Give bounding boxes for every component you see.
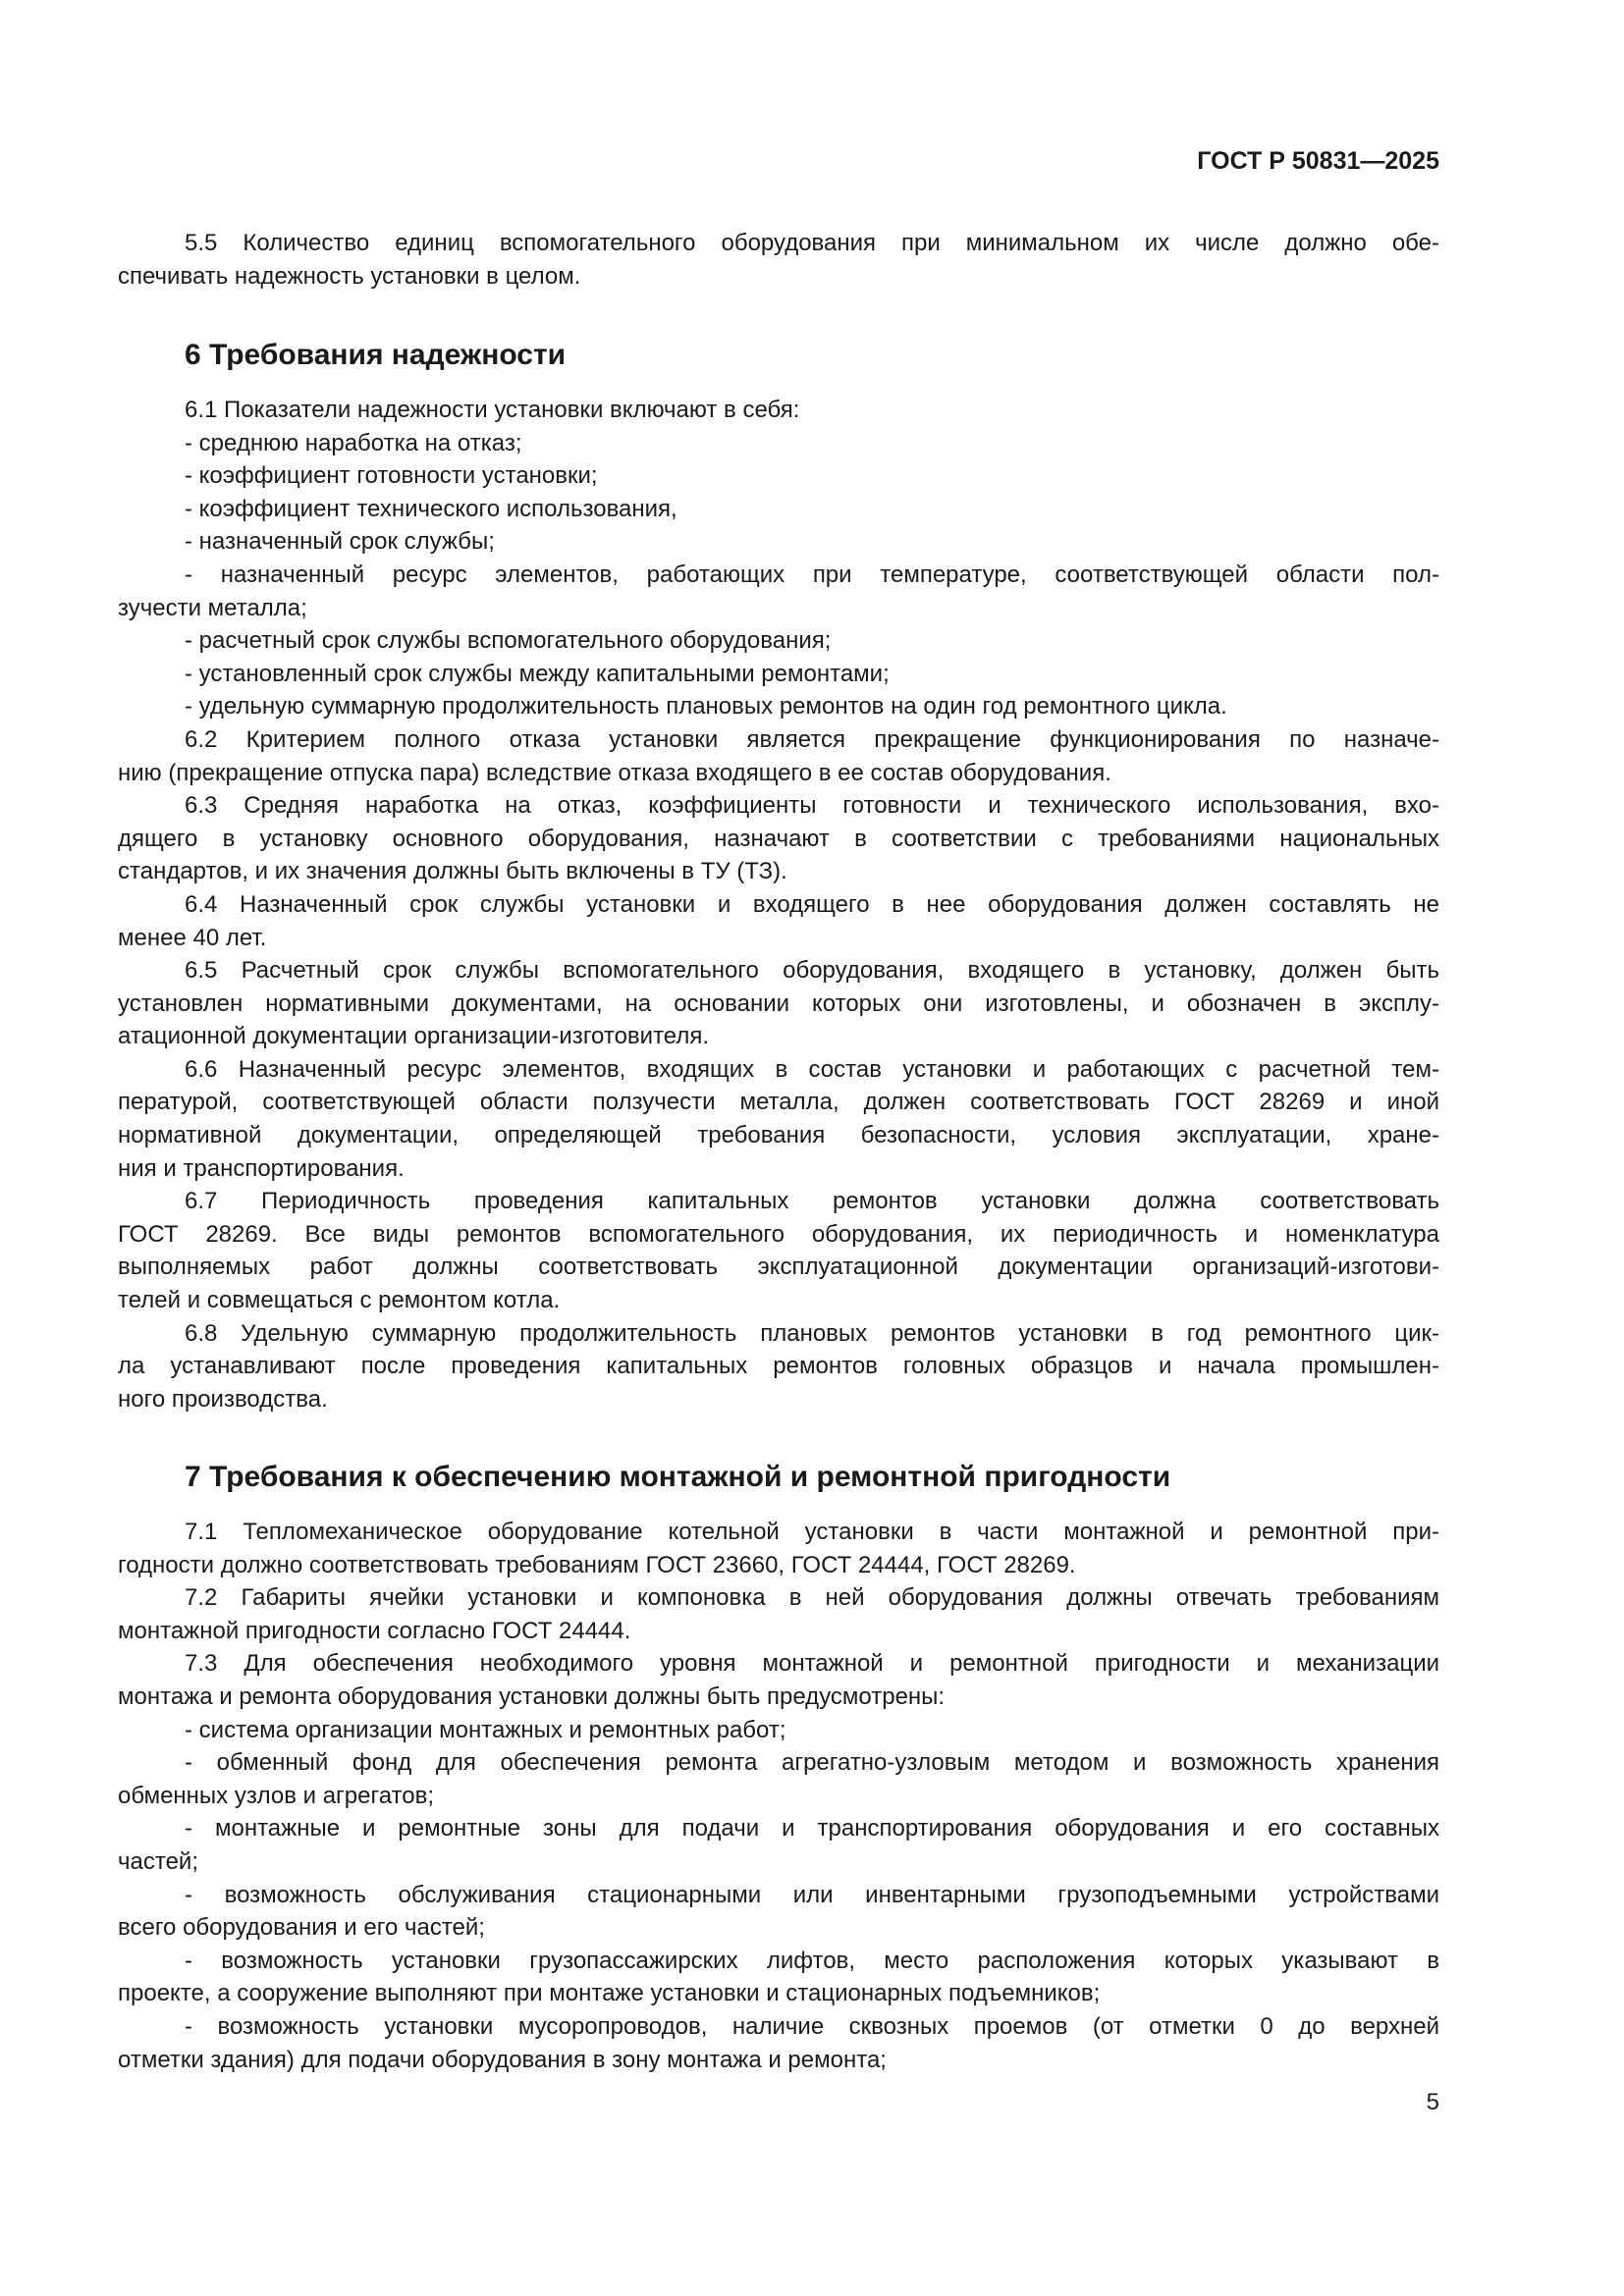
text-line: ного производства. bbox=[118, 1385, 328, 1413]
text-line: - коэффициент готовности установки; bbox=[185, 462, 598, 490]
text-line: - коэффициент технического использования, bbox=[185, 495, 677, 522]
text-line: - назначенный ресурс элементов, работающих при температуре, соответствующей области пол- bbox=[185, 561, 1439, 588]
text-line: стандартов, и их значения должны быть включены в ТУ (ТЗ). bbox=[118, 858, 787, 885]
text-line: - возможность обслуживания стационарными или инвентарными грузоподъемными устройствами bbox=[185, 1881, 1439, 1908]
text-line: - система организации монтажных и ремонтных работ; bbox=[185, 1716, 786, 1743]
text-line: телей и совмещаться с ремонтом котла. bbox=[118, 1287, 561, 1314]
text-line: 6.4 Назначенный срок службы установки и входящего в нее оборудования должен составлять не bbox=[185, 890, 1439, 918]
text-line: выполняемых работ должны соответствовать эксплуатационной документации организаций-изготови- bbox=[118, 1254, 1439, 1281]
text-line: 7.2 Габариты ячейки установки и компоновка в ней оборудования должны отвечать требованиям bbox=[185, 1584, 1439, 1612]
text-line: - установленный срок службы между капитальными ремонтами; bbox=[185, 660, 890, 687]
text-line: атационной документации организации-изготовителя. bbox=[118, 1023, 710, 1050]
text-line: дящего в установку основного оборудования, назначают в соответствии с требованиями национальных bbox=[118, 825, 1439, 852]
text-line: частей; bbox=[118, 1847, 198, 1875]
text-line: 7.3 Для обеспечения необходимого уровня монтажной и ремонтной пригодности и механизации bbox=[185, 1650, 1439, 1678]
text-line: нию (прекращение отпуска пара) вследствие отказа входящего в ее состав оборудования. bbox=[118, 759, 1111, 786]
section-heading: 6 Требования надежности bbox=[185, 339, 567, 371]
section-6-reliability bbox=[118, 336, 1439, 1415]
text-line: - среднюю наработка на отказ; bbox=[185, 429, 522, 456]
text-line: - расчетный срок службы вспомогательного оборудования; bbox=[185, 627, 832, 655]
text-line: спечивать надежность установки в целом. bbox=[118, 262, 581, 290]
text-line: 6.3 Средняя наработка на отказ, коэффициенты готовности и технического использования, вхо- bbox=[185, 792, 1439, 820]
document-code-header: ГОСТ Р 50831—2025 bbox=[1197, 147, 1439, 175]
text-line: ния и транспортирования. bbox=[118, 1154, 405, 1182]
text-line: пературой, соответствующей области ползучести металла, должен соответствовать ГОСТ 28269 и иной bbox=[118, 1089, 1439, 1116]
text-line: ла устанавливают после проведения капитальных ремонтов головных образцов и начала промышлен- bbox=[118, 1353, 1439, 1380]
text-line: 5.5 Количество единиц вспомогательного оборудования при минимальном их числе должно обе- bbox=[185, 230, 1439, 256]
text-line: - обменный фонд для обеспечения ремонта агрегатно-узловым методом и возможность хранения bbox=[185, 1749, 1439, 1777]
text-line: 6.2 Критерием полного отказа установки является прекращение функционирования по назначе- bbox=[185, 725, 1439, 753]
text-line: 6.7 Периодичность проведения капитальных ремонтов установки должна соответствовать bbox=[185, 1188, 1439, 1215]
section-heading: 7 Требования к обеспечению монтажной и ремонтной пригодности bbox=[185, 1461, 1171, 1493]
text-line: 7.1 Тепломеханическое оборудование котельной установки в части монтажной и ремонтной при- bbox=[185, 1519, 1439, 1545]
section-7-installation-repair bbox=[118, 1458, 1439, 2076]
text-line: - возможность установки грузопассажирских лифтов, место расположения которых указывают в bbox=[185, 1947, 1439, 1974]
text-line: всего оборудования и его частей; bbox=[118, 1914, 485, 1942]
text-line: 6.1 Показатели надежности установки включают в себя: bbox=[185, 397, 800, 423]
text-line: - удельную суммарную продолжительность плановых ремонтов на один год ремонтного цикла. bbox=[185, 693, 1227, 721]
text-line: менее 40 лет. bbox=[118, 924, 267, 951]
text-line: установлен нормативными документами, на основании которых они изготовлены, и обозначен в эксплу- bbox=[118, 989, 1439, 1017]
text-line: - монтажные и ремонтные зоны для подачи и транспортирования оборудования и его составных bbox=[185, 1815, 1439, 1842]
text-line: 6.8 Удельную суммарную продолжительность плановых ремонтов установки в год ремонтного цик- bbox=[185, 1319, 1439, 1347]
text-line: монтажной пригодности согласно ГОСТ 24444. bbox=[118, 1617, 631, 1644]
text-line: нормативной документации, определяющей требования безопасности, условия эксплуатации, хране- bbox=[118, 1122, 1439, 1149]
text-line: проекте, а сооружение выполняют при монтаже установки и стационарных подъемников; bbox=[118, 1980, 1101, 2007]
page-number: 5 bbox=[1426, 2089, 1439, 2115]
text-line: ГОСТ 28269. Все виды ремонтов вспомогательного оборудования, их периодичность и номенклатура bbox=[118, 1220, 1439, 1248]
section-5-5 bbox=[118, 227, 1439, 293]
text-line: 6.6 Назначенный ресурс элементов, входящих в состав установки и работающих с расчетной тем- bbox=[185, 1055, 1439, 1083]
text-line: годности должно соответствовать требованиям ГОСТ 23660, ГОСТ 24444, ГОСТ 28269. bbox=[118, 1551, 1076, 1578]
text-line: 6.5 Расчетный срок службы вспомогательного оборудования, входящего в установку, должен быть bbox=[185, 957, 1439, 985]
text-line: отметки здания) для подачи оборудования в зону монтажа и ремонта; bbox=[118, 2046, 887, 2073]
text-line: монтажа и ремонта оборудования установки должны быть предусмотрены: bbox=[118, 1682, 946, 1710]
text-line: - возможность установки мусоропроводов, наличие сквозных проемов (от отметки 0 до верхней bbox=[185, 2012, 1439, 2040]
text-line: - назначенный срок службы; bbox=[185, 528, 495, 556]
text-line: обменных узлов и агрегатов; bbox=[118, 1782, 435, 1809]
text-line: зучести металла; bbox=[118, 594, 307, 621]
